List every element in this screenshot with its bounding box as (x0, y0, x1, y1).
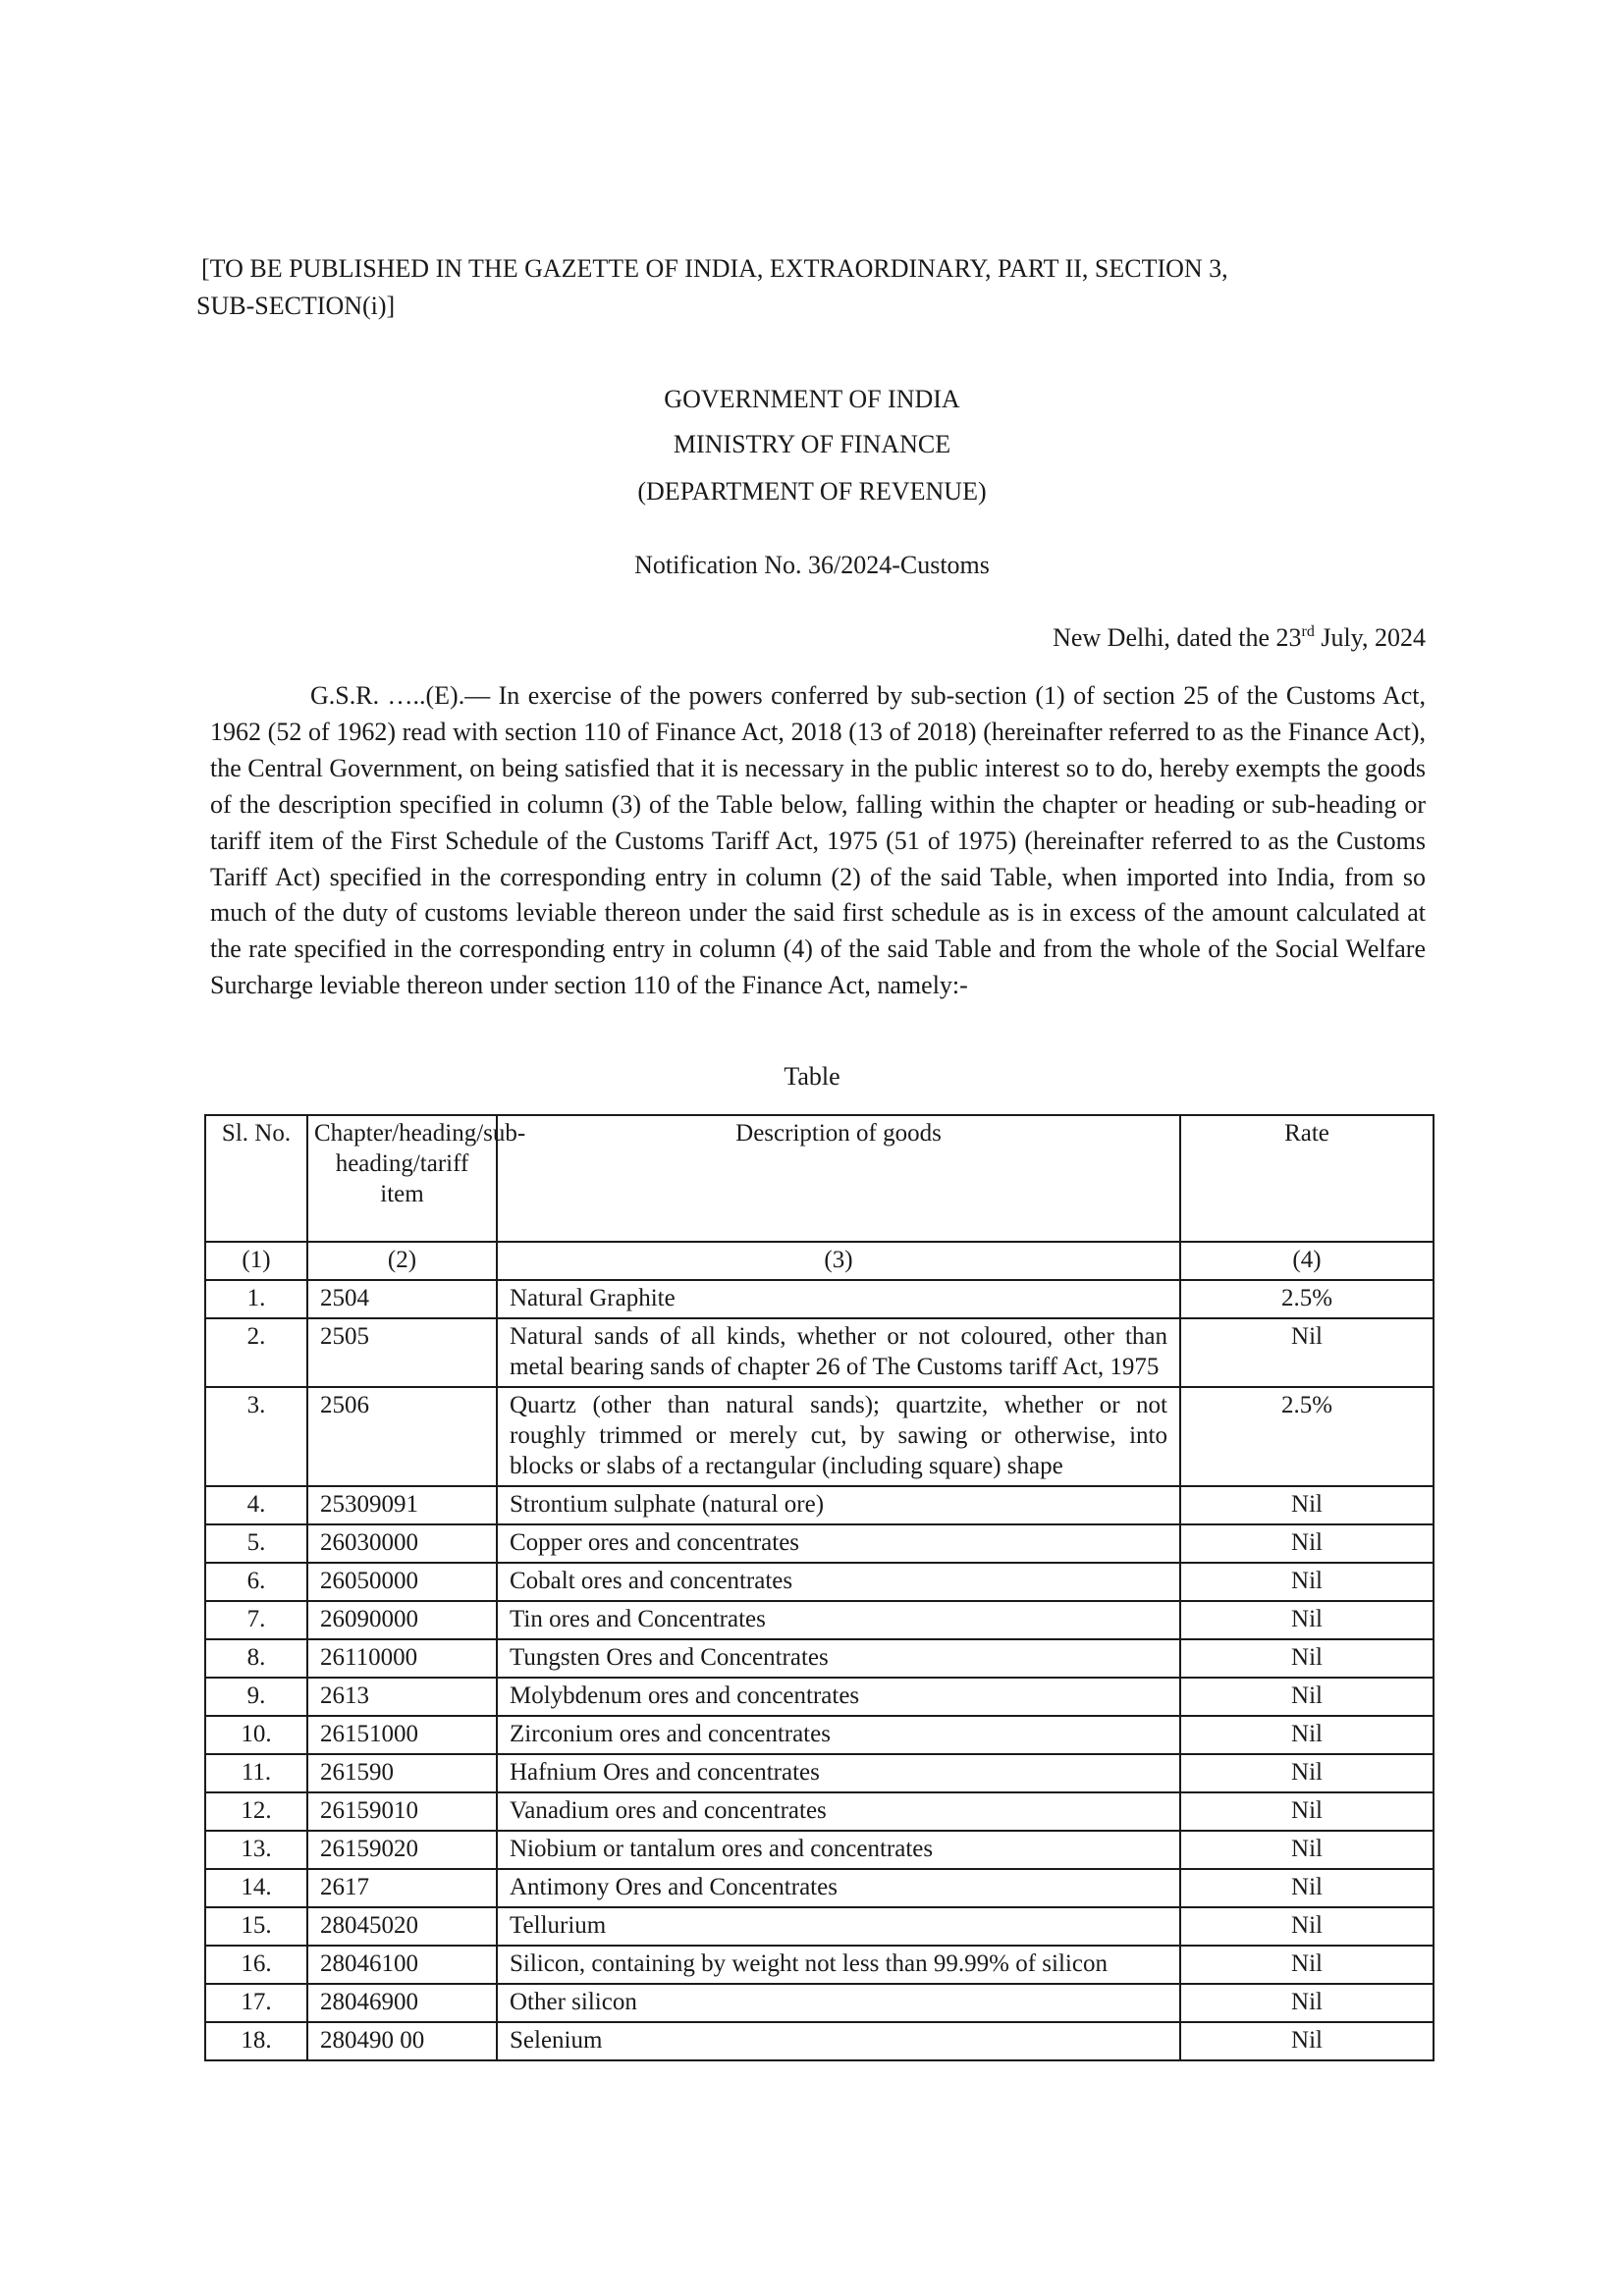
table-row (205, 1792, 1434, 1831)
table-row (205, 1716, 1434, 1754)
cell-sl-no: 18. (205, 2022, 307, 2060)
government-title: GOVERNMENT OF INDIA (664, 385, 960, 413)
cell-rate: 2.5% (1180, 1387, 1434, 1486)
department-title: (DEPARTMENT OF REVENUE) (637, 477, 987, 506)
table-row (205, 1524, 1434, 1563)
cell-description: Antimony Ores and Concentrates (497, 1869, 1180, 1907)
cell-sl-no: 13. (205, 1831, 307, 1869)
table-row (205, 1601, 1434, 1639)
cell-sl-no: 17. (205, 1984, 307, 2022)
table-row (205, 1639, 1434, 1678)
header-description: Description of goods (497, 1115, 1180, 1242)
cell-rate: Nil (1180, 1869, 1434, 1907)
cell-description: Quartz (other than natural sands); quartzite, whether or not roughly trimmed or merely cut, by sawing or otherwise, into blocks or slabs of a rectangular (including square) shape (497, 1387, 1180, 1486)
cell-tariff-code: 26110000 (307, 1639, 497, 1678)
table-row (205, 1869, 1434, 1907)
header-sl-no: Sl. No. (205, 1115, 307, 1242)
table-caption: Table (784, 1062, 840, 1091)
cell-rate: Nil (1180, 1716, 1434, 1754)
cell-sl-no: 16. (205, 1946, 307, 1984)
gazette-line-1: [TO BE PUBLISHED IN THE GAZETTE OF INDIA, EXTRAORDINARY, PART II, SECTION 3, (201, 254, 1228, 283)
date-prefix: New Delhi, dated the 23 (1053, 623, 1302, 652)
cell-rate: Nil (1180, 1907, 1434, 1946)
cell-description: Tungsten Ores and Concentrates (497, 1639, 1180, 1678)
cell-tariff-code: 26030000 (307, 1524, 497, 1563)
column-number-3: (3) (497, 1242, 1180, 1280)
table-row (205, 1831, 1434, 1869)
cell-sl-no: 4. (205, 1486, 307, 1524)
cell-description: Hafnium Ores and concentrates (497, 1754, 1180, 1792)
column-number-row (205, 1242, 1434, 1280)
cell-tariff-code: 2504 (307, 1280, 497, 1318)
cell-description: Zirconium ores and concentrates (497, 1716, 1180, 1754)
cell-rate: Nil (1180, 1601, 1434, 1639)
cell-tariff-code: 2506 (307, 1387, 497, 1486)
cell-sl-no: 9. (205, 1678, 307, 1716)
cell-rate: Nil (1180, 1792, 1434, 1831)
table-row (205, 1754, 1434, 1792)
date-ordinal: rd (1301, 623, 1315, 640)
ministry-title: MINISTRY OF FINANCE (673, 430, 951, 458)
cell-description: Niobium or tantalum ores and concentrates (497, 1831, 1180, 1869)
cell-tariff-code: 2613 (307, 1678, 497, 1716)
notification-number: Notification No. 36/2024-Customs (634, 551, 990, 579)
cell-sl-no: 14. (205, 1869, 307, 1907)
table-row (205, 2022, 1434, 2060)
table-row (205, 1563, 1434, 1601)
table-row (205, 1946, 1434, 1984)
cell-rate: Nil (1180, 1946, 1434, 1984)
cell-tariff-code: 2617 (307, 1869, 497, 1907)
cell-sl-no: 10. (205, 1716, 307, 1754)
table-row (205, 1387, 1434, 1486)
cell-description: Tin ores and Concentrates (497, 1601, 1180, 1639)
cell-description: Copper ores and concentrates (497, 1524, 1180, 1563)
table-row (205, 1907, 1434, 1946)
cell-tariff-code: 25309091 (307, 1486, 497, 1524)
cell-description: Cobalt ores and concentrates (497, 1563, 1180, 1601)
cell-sl-no: 12. (205, 1792, 307, 1831)
header-rate: Rate (1180, 1115, 1434, 1242)
cell-rate: Nil (1180, 1524, 1434, 1563)
cell-tariff-code: 28046900 (307, 1984, 497, 2022)
gazette-line-2: SUB-SECTION(i)] (196, 292, 396, 320)
cell-description: Selenium (497, 2022, 1180, 2060)
cell-description: Natural sands of all kinds, whether or not coloured, other than metal bearing sands of chapter 26 of The Customs tariff Act, 1975 (497, 1318, 1180, 1387)
cell-rate: Nil (1180, 1563, 1434, 1601)
cell-rate: Nil (1180, 1754, 1434, 1792)
cell-tariff-code: 2505 (307, 1318, 497, 1387)
cell-tariff-code: 28046100 (307, 1946, 497, 1984)
cell-description: Natural Graphite (497, 1280, 1180, 1318)
header-chapter-heading: Chapter/heading/sub-heading/tariff item (307, 1115, 497, 1242)
cell-tariff-code: 280490 00 (307, 2022, 497, 2060)
column-number-4: (4) (1180, 1242, 1434, 1280)
cell-rate: Nil (1180, 1318, 1434, 1387)
cell-sl-no: 11. (205, 1754, 307, 1792)
cell-sl-no: 15. (205, 1907, 307, 1946)
tariff-table (204, 1114, 1435, 2061)
date-suffix: July, 2024 (1314, 623, 1426, 652)
cell-sl-no: 8. (205, 1639, 307, 1678)
cell-tariff-code: 28045020 (307, 1907, 497, 1946)
cell-tariff-code: 261590 (307, 1754, 497, 1792)
table-row (205, 1678, 1434, 1716)
cell-rate: Nil (1180, 1486, 1434, 1524)
cell-sl-no: 5. (205, 1524, 307, 1563)
cell-tariff-code: 26159020 (307, 1831, 497, 1869)
cell-description: Strontium sulphate (natural ore) (497, 1486, 1180, 1524)
column-number-2: (2) (307, 1242, 497, 1280)
table-body (205, 1280, 1434, 2060)
cell-tariff-code: 26159010 (307, 1792, 497, 1831)
table-row (205, 1984, 1434, 2022)
preamble-paragraph: G.S.R. …..(E).— In exercise of the powers conferred by sub-section (1) of section 25 of the Customs Act, 1962 (52 of 1962) read with section 110 of Finance Act, 2018 (13 of 2018) (hereinafter referred to as the Finance Act), the Central Government, on being satisfied that it is necessary in the public interest so to do, hereby exempts the goods of the description specified in column (3) of the Table below, falling within the chapter or heading or sub-heading or tariff item of the First Schedule of the Customs Tariff Act, 1975 (51 of 1975) (hereinafter referred to as the Customs Tariff Act) specified in the corresponding entry in column (2) of the said Table, when imported into India, from so much of the duty of customs leviable thereon under the said first schedule as is in excess of the amount calculated at the rate specified in the corresponding entry in column (4) of the said Table and from the whole of the Social Welfare Surcharge leviable thereon under section 110 of the Finance Act, namely:- (210, 681, 1426, 1000)
cell-sl-no: 3. (205, 1387, 307, 1486)
cell-sl-no: 7. (205, 1601, 307, 1639)
cell-sl-no: 6. (205, 1563, 307, 1601)
cell-rate: 2.5% (1180, 1280, 1434, 1318)
cell-description: Other silicon (497, 1984, 1180, 2022)
cell-description: Silicon, containing by weight not less than 99.99% of silicon (497, 1946, 1180, 1984)
cell-tariff-code: 26050000 (307, 1563, 497, 1601)
cell-rate: Nil (1180, 1831, 1434, 1869)
cell-rate: Nil (1180, 1639, 1434, 1678)
table-row (205, 1280, 1434, 1318)
date-line (687, 622, 1426, 654)
cell-description: Vanadium ores and concentrates (497, 1792, 1180, 1831)
cell-sl-no: 2. (205, 1318, 307, 1387)
cell-description: Tellurium (497, 1907, 1180, 1946)
table-header-row (205, 1115, 1434, 1242)
cell-sl-no: 1. (205, 1280, 307, 1318)
cell-tariff-code: 26090000 (307, 1601, 497, 1639)
column-number-1: (1) (205, 1242, 307, 1280)
table-row (205, 1486, 1434, 1524)
cell-rate: Nil (1180, 1678, 1434, 1716)
cell-description: Molybdenum ores and concentrates (497, 1678, 1180, 1716)
cell-tariff-code: 26151000 (307, 1716, 497, 1754)
cell-rate: Nil (1180, 2022, 1434, 2060)
gazette-heading (196, 250, 1429, 325)
table-row (205, 1318, 1434, 1387)
cell-rate: Nil (1180, 1984, 1434, 2022)
